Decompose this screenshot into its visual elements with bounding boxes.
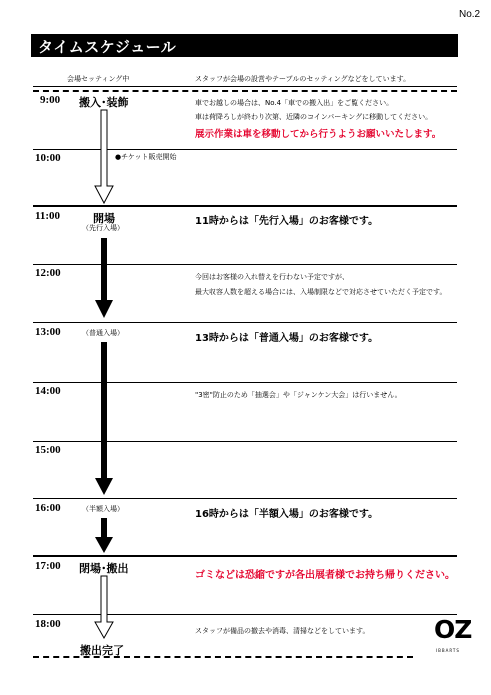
milestone-open: 開場 [93,212,115,225]
time-1400: 14:00 [35,385,61,397]
setup-status-label: 会場セッティング中 [67,75,130,83]
note-half-entry: 16時からは「半額入場」のお客様です。 [195,509,379,520]
solid-arrow-half [95,518,113,553]
time-1600: 16:00 [35,502,61,514]
milestone-close: 閉場･搬出 [79,562,129,575]
milestone-open-sub: （先行入場） [82,224,124,232]
milestone-done: 搬出完了 [80,644,124,657]
time-1200: 12:00 [35,267,61,279]
solid-arrow-open [95,238,113,318]
note-capacity-2: 最大収容人数を超える場合には、入場制限などで対応させていただく予定です。 [195,288,447,296]
note-capacity-1: 今回はお客様の入れ替えを行わない予定ですが、 [195,273,349,281]
time-1000: 10:00 [35,152,61,164]
note-ticket-sales: ●チケット販売開始 [115,153,177,161]
page-title: タイムスケジュール [38,38,177,56]
hollow-arrow-setup [95,110,113,203]
setup-status-note: スタッフが会場の設営やテーブルのセッティングなどをしています。 [195,75,411,83]
oz-logo: OZ [434,615,472,644]
solid-arrow-general [95,342,113,495]
time-1500: 15:00 [35,444,61,456]
note-lottery: "3密"防止のため「抽選会」や「ジャンケン大会」は行いません。 [195,391,402,399]
note-trash: ゴミなどは恐縮ですが各出展者様でお持ち帰りください。 [195,570,455,581]
note-car-2: 車は荷降ろしが終わり次第、近隣のコインパーキングに移動してください。 [195,113,433,121]
time-1800: 18:00 [35,618,61,630]
milestone-half-price: （半額入場） [82,505,124,513]
time-0900: 9:00 [40,94,61,106]
time-1700: 17:00 [35,560,61,572]
hollow-arrow-close [95,576,113,638]
page-number: No.2 [459,9,481,20]
note-early-entry: 11時からは「先行入場」のお客様です。 [195,216,379,227]
note-cleanup: スタッフが備品の撤去や消毒、清掃などをしています。 [195,627,370,635]
time-1300: 13:00 [35,326,61,338]
time-1100: 11:00 [35,210,61,222]
oz-logo-sub: IBBARTS [436,648,460,653]
note-car-warning: 展示作業は車を移動してから行うようお願いいたします。 [195,129,442,140]
milestone-setup: 搬入･装飾 [79,96,129,109]
note-car-1: 車でお越しの場合は、No.4「車での搬入出」をご覧ください。 [195,99,394,107]
milestone-general: （普通入場） [82,329,124,337]
note-general-entry: 13時からは「普通入場」のお客様です。 [195,333,379,344]
